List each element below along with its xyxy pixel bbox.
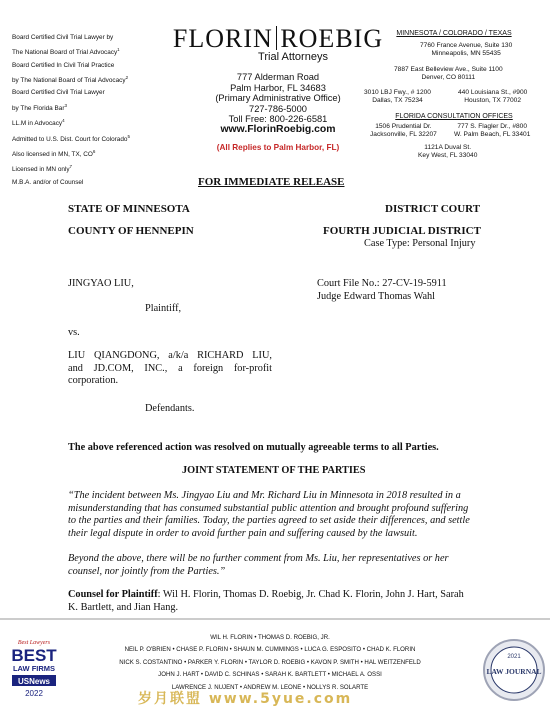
counsel-label: Counsel for Plaintiff <box>68 589 158 600</box>
logo-divider <box>276 26 278 50</box>
office-jacksonville: 1506 Prudential Dr. Jacksonville, FL 32207 <box>370 123 437 138</box>
defendants-names: LIU QIANGDONG, a/k/a RICHARD LIU, and JD.COM, INC., a foreign for-profit corporation. <box>68 350 272 386</box>
versus: vs. <box>68 327 80 338</box>
main-street: 777 Alderman Road <box>236 72 320 82</box>
website-link[interactable]: www.FlorinRoebig.com <box>220 123 336 135</box>
law-journal-badge <box>482 638 546 702</box>
svg-text:2021: 2021 <box>507 654 521 660</box>
svg-text:LAW FIRMS: LAW FIRMS <box>12 664 56 673</box>
judge-name: Judge Edward Thomas Wahl <box>317 291 436 302</box>
credential-line: by The Florida Bar$^3$ <box>12 102 67 112</box>
office-west-palm-beach: 777 S. Flagler Dr., #800 W. Palm Beach, FL 33401 <box>454 123 531 138</box>
best-law-firms-badge <box>8 636 60 702</box>
credential-line: LL.M in Advocacy$^4$ <box>12 118 65 128</box>
main-note: (Primary Administrative Office) <box>215 93 341 104</box>
resolution-statement: The above referenced action was resolved on mutually agreeable terms to all Parties. <box>68 442 439 453</box>
caption-district: FOURTH JUDICIAL DISTRICT <box>323 225 481 237</box>
svg-text:Best Lawyers: Best Lawyers <box>17 640 51 646</box>
svg-text:USNews: USNews <box>17 677 51 686</box>
office-denver: 7887 East Belleview Ave., Suite 1100 Denver, CO 80111 <box>394 66 503 81</box>
court-file-number: Court File No.: 27-CV-19-5911 <box>317 278 447 289</box>
main-office-address <box>195 72 361 153</box>
plaintiff-name: JINGYAO LIU, <box>68 278 134 289</box>
florida-offices-heading: FLORIDA CONSULTATION OFFICES <box>395 113 513 120</box>
joint-statement-title: JOINT STATEMENT OF THE PARTIES <box>182 465 366 476</box>
svg-text:2022: 2022 <box>25 689 43 698</box>
caption-state: STATE OF MINNESOTA <box>68 203 190 215</box>
replies-note: (All Replies to Palm Harbor, FL) <box>216 142 340 152</box>
roster-row: LAWRENCE J. NUJENT • ANDREW M. LEONE • NOLLYS R. SOLARTE <box>171 683 369 691</box>
roster-row: JOHN J. HART • DAVID C. SCHINAS • SARAH K. BARTLETT • MICHAEL A. OSSI <box>158 671 382 679</box>
firm-logo <box>172 25 384 63</box>
roster-row: WIL H. FLORIN • THOMAS D. ROEBIG, JR. <box>210 634 330 641</box>
credential-line: Board Certified In Civil Trial Practice <box>12 61 115 69</box>
caption-court: DISTRICT COURT <box>385 203 481 215</box>
logo-right: ROEBIG <box>280 24 384 53</box>
caption-county: COUNTY OF HENNEPIN <box>68 225 194 237</box>
case-type: Case Type: Personal Injury <box>364 238 476 249</box>
defendants-label: Defendants. <box>145 403 195 414</box>
office-houston: 440 Louisiana St., #900 Houston, TX 77002 <box>458 89 528 104</box>
credential-line: The National Board of Trial Advocacy$^1$ <box>12 47 120 57</box>
main-city: Palm Harbor, FL 34683 <box>230 82 326 93</box>
credential-line: by The National Board of Trial Advocacy$^2$ <box>12 75 129 85</box>
credential-line: Licensed in MN only$^7$ <box>12 164 73 174</box>
joint-statement-text: “The incident between Ms. Jingyao Liu and Mr. Richard Liu in Minnesota in 2018 resulted in a misunderstanding that has consumed substantial public attention and brought profound suffering to the parties and their families. Today, the parties agreed to set aside their differences, and settle their legal dispute in order to avoid further pain and suffering caused by the lawsuit. <box>68 490 470 539</box>
credential-line: Board Certified Civil Trial Lawyer <box>12 89 105 97</box>
logo-tagline: Trial Attorneys <box>258 51 328 63</box>
footer-divider <box>0 618 550 620</box>
roster-row: NEIL P. O'BRIEN • CHASE P. FLORIN • SHAUN M. CUMMINGS • LUCA G. ESPOSITO • CHAD K. FLORIN <box>124 646 416 654</box>
no-further-comment: Beyond the above, there will be no further comment from Ms. Liu, her representatives or her counsel, nor jointly from the Parties.” <box>68 553 449 577</box>
main-toll-free: Toll Free: 800-226-6581 <box>228 114 328 125</box>
offices-heading: MINNESOTA / COLORADO / TEXAS <box>396 30 512 37</box>
counsel-for-plaintiff: Counsel for Plaintiff: Wil H. Florin, Thomas D. Roebig, Jr. Chad K. Florin, John J. Hart, Sarah K. Bartlett, and Jian Hang. <box>68 589 464 613</box>
credentials-list <box>12 32 172 189</box>
office-dallas: 3010 LBJ Fwy., # 1200 Dallas, TX 75234 <box>364 89 431 104</box>
office-minneapolis: 7760 France Avenue, Suite 130 Minneapolis, MN 55435 <box>420 42 513 57</box>
watermark: 岁月联盟 www.5yue.com <box>138 691 353 707</box>
credential-line: M.B.A. and/or of Counsel <box>12 178 84 186</box>
logo-left: FLORIN <box>172 24 273 53</box>
credential-line: Admitted to U.S. Dist. Court for Colorado$^5$ <box>12 133 130 143</box>
svg-text:LAW JOURNAL: LAW JOURNAL <box>486 667 542 676</box>
attorney-roster <box>50 632 490 694</box>
svg-text:BEST: BEST <box>11 646 57 665</box>
release-heading: FOR IMMEDIATE RELEASE <box>198 176 345 188</box>
office-key-west: 1121A Duval St. Key West, FL 33040 <box>418 144 478 159</box>
roster-row: NICK S. COSTANTINO • PARKER Y. FLORIN • TAYLOR D. ROEBIG • KAVON P. SMITH • HAL WEITZENFELD <box>119 658 421 666</box>
main-phone: 727-786-5000 <box>249 103 307 114</box>
credential-line: Board Certified Civil Trial Lawyer by <box>12 34 114 41</box>
plaintiff-label: Plaintiff, <box>145 303 182 314</box>
credential-line: Also licensed in MN, TX, $CO^6$ <box>12 149 96 159</box>
